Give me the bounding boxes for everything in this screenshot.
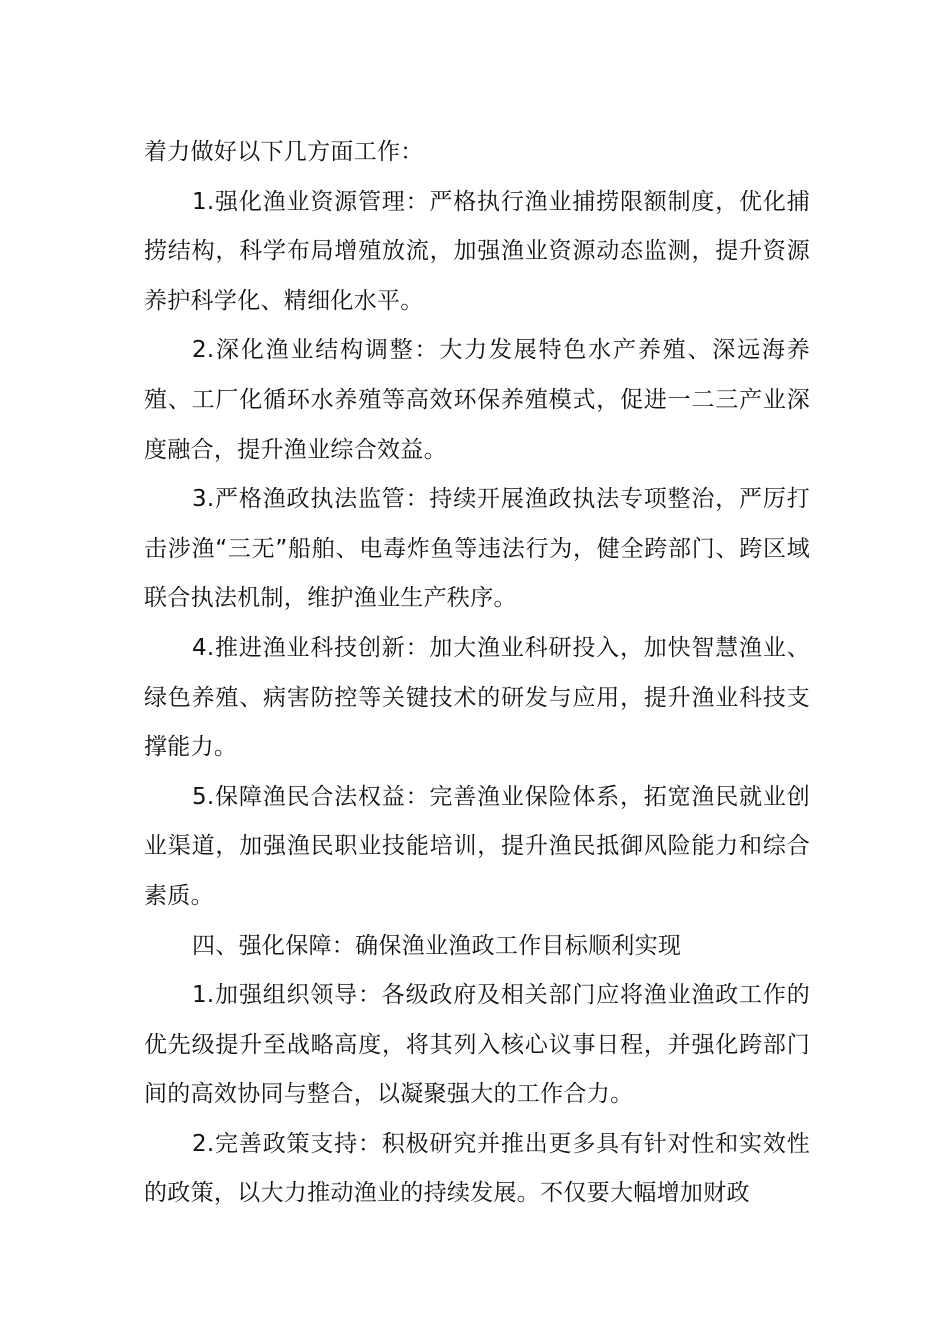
section-heading-safeguards: 四、强化保障：确保渔业渔政工作目标顺利实现 (192, 932, 682, 959)
paragraph-item-tech-innovation: 4.推进渔业科技创新：加大渔业科研投入，加快智慧渔业、绿色养殖、病害防控等关键技术的研发与应用，提升渔业科技支撑能力。 (144, 634, 810, 761)
paragraph-item-structure-adjustment: 2.深化渔业结构调整：大力发展特色水产养殖、深远海养殖、工厂化循环水养殖等高效环保养殖模式，促进一二三产业深度融合，提升渔业综合效益。 (144, 337, 810, 463)
paragraph-item-organization-leadership: 1.加强组织领导：各级政府及相关部门应将渔业渔政工作的优先级提升至战略高度，将其列入核心议事日程，并强化跨部门间的高效协同与整合，以凝聚强大的工作合力。 (144, 982, 810, 1108)
paragraph-intro: 着力做好以下几方面工作： (144, 139, 424, 165)
paragraph-item-law-enforcement: 3.严格渔政执法监管：持续开展渔政执法专项整治，严厉打击涉渔“三无”船舶、电毒炸鱼等违法行为，健全跨部门、跨区域联合执法机制，维护渔业生产秩序。 (144, 486, 810, 612)
document-body (144, 128, 810, 1219)
paragraph-item-fishermen-rights: 5.保障渔民合法权益：完善渔业保险体系，拓宽渔民就业创业渠道，加强渔民职业技能培训，提升渔民抵御风险能力和综合素质。 (144, 783, 810, 909)
paragraph-item-policy-support: 2.完善政策支持：积极研究并推出更多具有针对性和实效性的政策，以大力推动渔业的持续发展。不仅要大幅增加财政 (144, 1130, 810, 1207)
paragraph-item-resource-management: 1.强化渔业资源管理：严格执行渔业捕捞限额制度，优化捕捞结构，科学布局增殖放流，加强渔业资源动态监测，提升资源养护科学化、精细化水平。 (144, 188, 810, 314)
